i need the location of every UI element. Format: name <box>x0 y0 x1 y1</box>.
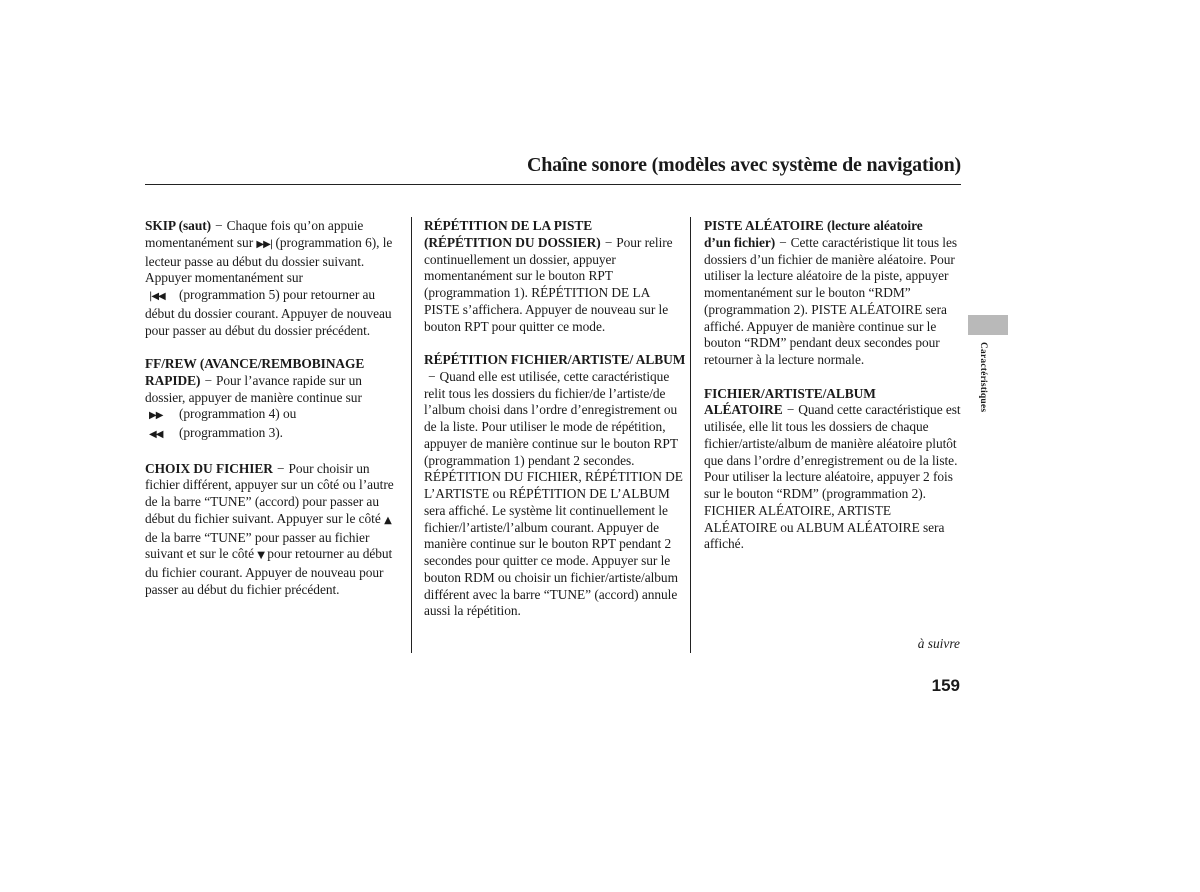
rpt-file-text: Quand elle est utilisée, cette caractéristique relit tous les dossiers du fichier/de l’artiste/de l’album choisi dans l’ordre d’enregistrement ou de la liste. Pour utiliser le mode de répétition, appuyer de manière continue sur le bouton RPT (programmation 1) pendant 2 secondes. RÉPÉTITION DU FICHIER, RÉPÉTITION DE L’ARTISTE ou RÉPÉTITION DE L’ALBUM sera affiché. Le système lit continuellement le fichier/l’artiste/l’album courant. Appuyer de manière continue sur le bouton RPT pendant 2 secondes pour quitter ce mode. Appuyer sur le bouton RDM ou choisir un fichier/artiste/album différent avec la barre “TUNE” (accord) annule aussi la répétition. <box>424 368 683 619</box>
rdm-file-heading: FICHIER/ARTISTE/ALBUM <box>704 385 876 401</box>
page-header <box>145 152 961 185</box>
column-divider <box>690 217 691 653</box>
column-right <box>704 218 962 553</box>
section-tab-label: Caractéristiques <box>978 342 988 413</box>
skip-text: Chaque fois qu’on appuie momentanément sur <box>145 218 364 250</box>
dash-glyph: − <box>204 372 212 388</box>
page-number: 159 <box>931 676 960 695</box>
dash-glyph: − <box>786 402 795 418</box>
skip-forward-icon: ▶▶| <box>256 238 273 250</box>
skip-back-icon: |◀◀ <box>149 291 165 302</box>
dash-glyph: − <box>604 234 613 250</box>
rewind-icon: ◀◀ <box>149 429 163 440</box>
choix-text: de la barre “TUNE” pour passer au fichier suivant et sur le côté <box>145 529 370 562</box>
ffrew-text: Pour l’avance rapide sur un dossier, appuyer de manière continue sur <box>145 372 362 405</box>
column-middle <box>424 218 686 620</box>
dash-glyph: − <box>215 218 223 233</box>
fast-forward-icon: ▶▶ <box>149 410 163 422</box>
triangle-up-icon: ▲ <box>384 514 391 526</box>
skip-text: (programmation 5) pour retourner au début du dossier courant. Appuyer de nouveau pour passer au début du dossier précédent. <box>145 287 392 338</box>
rdm-heading: d’un fichier) <box>704 234 776 250</box>
rpt-section <box>424 218 686 335</box>
section-tab <box>968 315 1008 335</box>
choix-text: pour retourner au début du fichier courant. Appuyer de nouveau pour passer au début du fichier précédent. <box>145 546 393 597</box>
rdm-file-text: Quand cette caractéristique est utilisée, elle lit tous les dossiers de chaque fichier/artiste/album de manière aléatoire plutôt que dans l’ordre d’enregistrement ou de la liste. Pour utiliser la lecture aléatoire, appuyer 2 fois sur le bouton “RDM” (programmation 2). FICHIER ALÉATOIRE, ARTISTE ALÉATOIRE ou ALBUM ALÉATOIRE sera affiché. <box>704 402 961 552</box>
rpt-file-heading: RÉPÉTITION FICHIER/ARTISTE/ ALBUM <box>424 352 686 367</box>
rdm-text: Cette caractéristique lit tous les dossiers d’un fichier de manière aléatoire. Pour utiliser la lecture aléatoire de la piste, appuyer momentanément sur le bouton “RDM” (programmation 2). PISTE ALÉATOIRE sera affiché. Appuyer de manière continue sur le bouton “RDM” pendant deux secondes pour retourner à la lecture normale. <box>704 234 958 367</box>
column-left <box>145 218 403 599</box>
ffrew-heading: FF/REW (AVANCE/REMBOBINAGE RAPIDE) <box>145 356 365 388</box>
rdm-file-section <box>704 386 962 554</box>
rdm-file-heading: ALÉATOIRE <box>704 402 783 418</box>
page-title: Chaîne sonore (modèles avec système de navigation) <box>526 154 961 176</box>
triangle-down-icon: ▼ <box>257 550 264 562</box>
rdm-heading: PISTE ALÉATOIRE (lecture aléatoire <box>704 218 923 233</box>
ffrew-section <box>145 356 403 444</box>
dash-glyph: − <box>428 368 436 384</box>
ffrew-text: (programmation 3). <box>179 425 283 440</box>
choix-heading: CHOIX DU FICHIER <box>145 460 273 476</box>
rpt-text: Pour relire continuellement un dossier, appuyer momentanément sur le bouton RPT (programmation 1). RÉPÉTITION DE LA PISTE s’affichera. Appuyer de nouveau sur le bouton RPT pour quitter ce mode. <box>424 234 673 334</box>
rpt-file-section <box>424 352 686 620</box>
icon-indent <box>145 406 179 425</box>
column-divider <box>411 217 412 653</box>
ffrew-text: (programmation 4) ou <box>179 406 297 422</box>
rpt-heading: RÉPÉTITION DE LA PISTE <box>424 218 593 233</box>
continued-label: à suivre <box>917 636 960 651</box>
dash-glyph: − <box>276 460 285 476</box>
choix-section <box>145 461 403 599</box>
rpt-heading: (RÉPÉTITION DU DOSSIER) <box>424 234 601 250</box>
choix-text: Pour choisir un fichier différent, appuyer sur un côté ou l’autre de la barre “TUNE” (accord) pour passer au début du fichier suivant. Appuyer sur le côté <box>145 460 394 526</box>
rdm-section <box>704 218 962 369</box>
dash-glyph: − <box>779 234 787 250</box>
icon-indent <box>145 425 179 444</box>
skip-section <box>145 218 403 339</box>
skip-text: (programmation 6), le lecteur passe au début du dossier suivant. Appuyer momentanément sur <box>145 234 393 286</box>
icon-indent <box>145 287 179 306</box>
skip-heading: SKIP (saut) <box>145 218 212 233</box>
